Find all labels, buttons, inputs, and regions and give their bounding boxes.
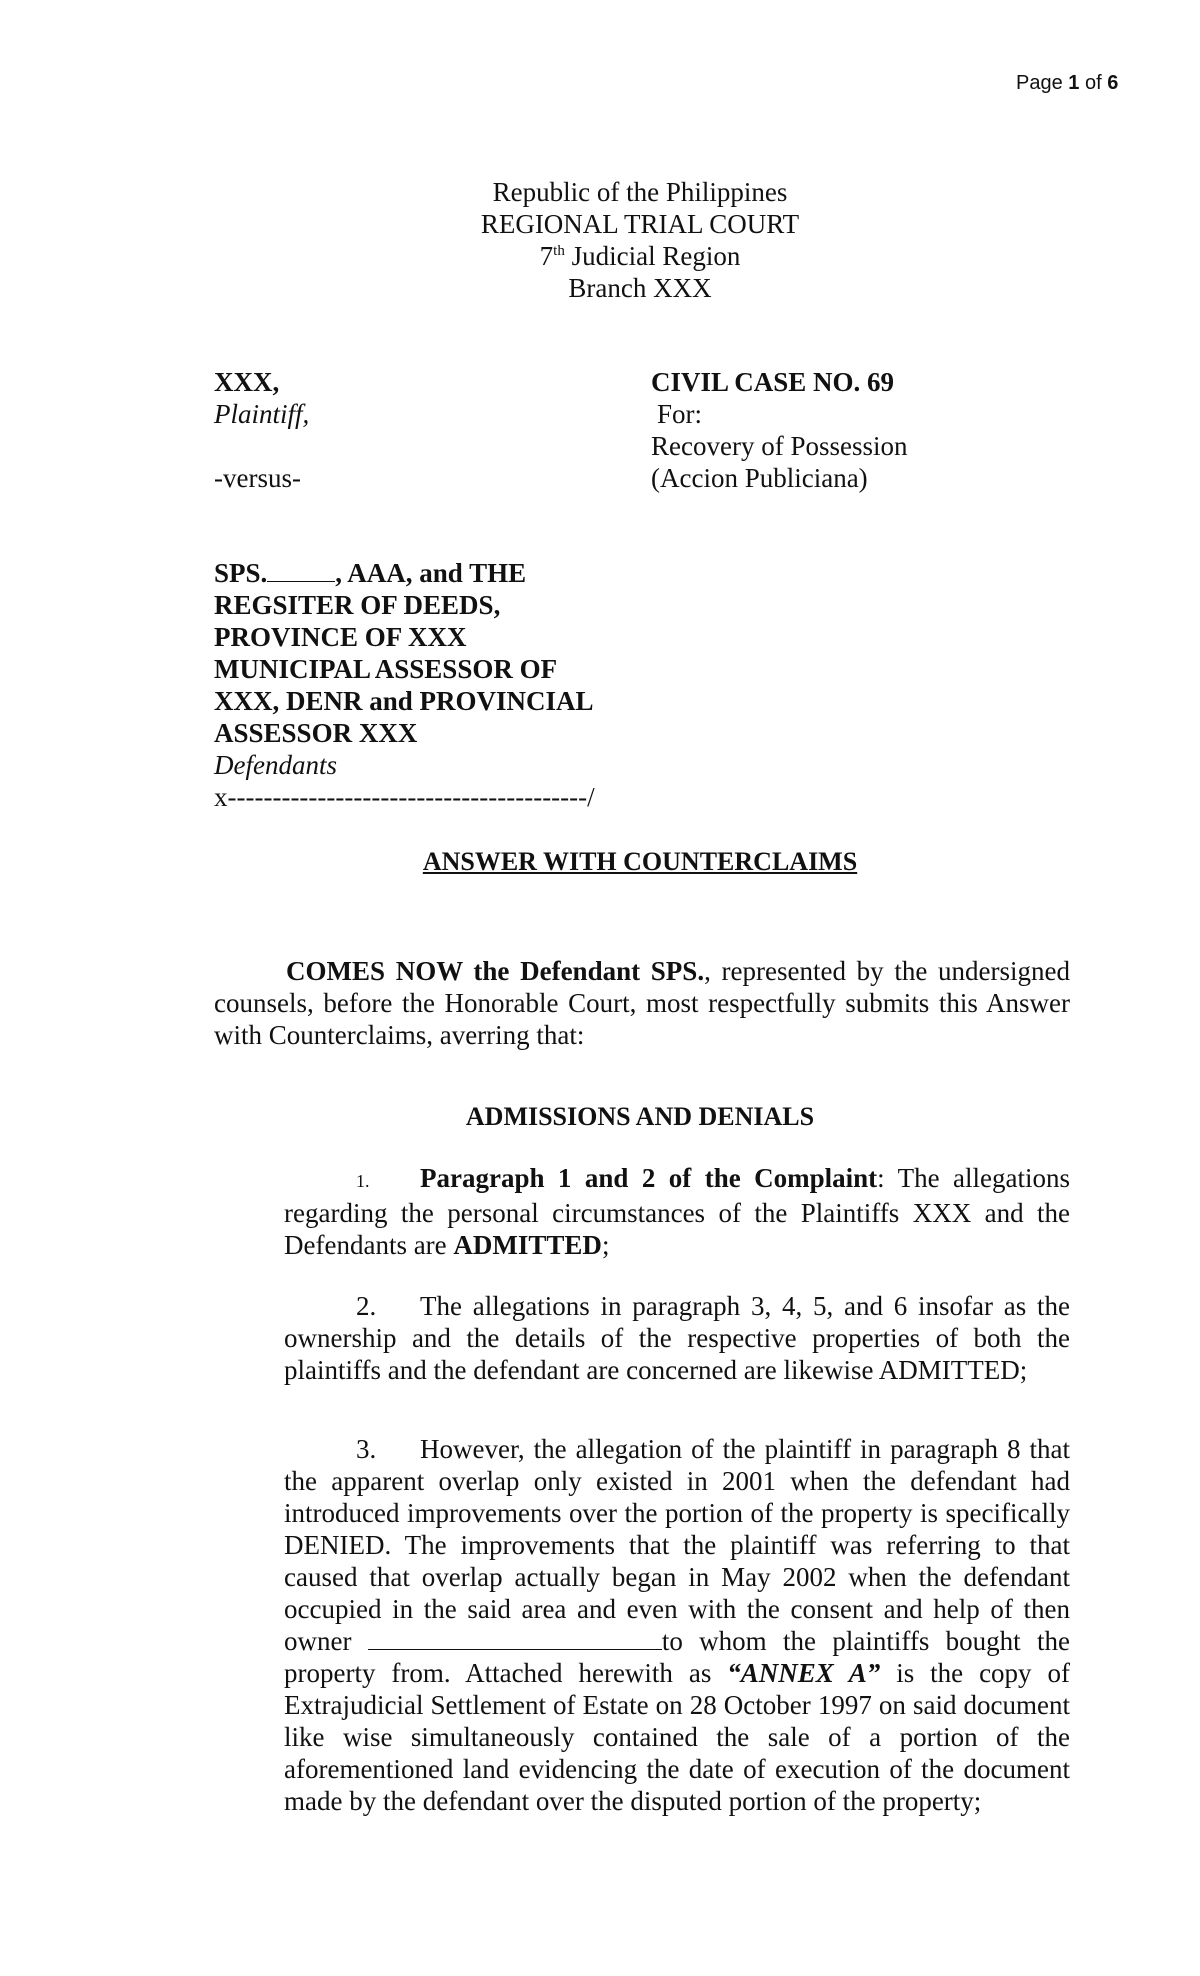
section-heading: ADMISSIONS AND DENIALS: [465, 1102, 815, 1131]
paragraph-1: [284, 1162, 1070, 1261]
plaintiff-role: Plaintiff,: [214, 399, 310, 429]
header-region: [0, 240, 1200, 272]
caption-closing-line: x----------------------------------------/: [214, 782, 595, 812]
paragraph-1-admitted: ADMITTED: [453, 1230, 602, 1260]
intro-rest: , represented by the undersigned counsels, before the Honorable Court, most respectfully submits this Answer with Counterclaims, averring that:: [214, 956, 1070, 1050]
defendants-role: Defendants: [214, 750, 337, 780]
paragraph-2-text: The allegations in paragraph 3, 4, 5, and 6 insofar as the ownership and the details of the respective properties of both the plaintiffs and the defendant are concerned are likewise ADMITTED;: [284, 1291, 1070, 1385]
court-header: [0, 176, 1200, 304]
paragraph-3: [284, 1433, 1070, 1817]
page-total: 6: [1107, 72, 1119, 94]
spacer: [214, 430, 309, 462]
paragraph-2-number: 2.: [356, 1291, 377, 1321]
paragraph-3-text-b: to whom the plaintiffs bought the property from. Attached herewith as: [284, 1626, 1070, 1688]
annex-a-label: “ANNEX A”: [727, 1658, 881, 1688]
defendants-line-4: MUNICIPAL ASSESSOR OF: [214, 654, 558, 684]
owner-name-blank: [368, 1627, 662, 1650]
case-nature-1: Recovery of Possession: [651, 431, 908, 461]
document-title: ANSWER WITH COUNTERCLAIMS: [422, 847, 858, 876]
page-number-label: [1016, 72, 1118, 95]
header-branch: Branch XXX: [568, 273, 712, 303]
versus-label: -versus-: [214, 463, 301, 493]
paragraph-3-number: 3.: [356, 1434, 377, 1464]
caption-defendants-block: [214, 557, 595, 813]
defendants-line-1: [214, 557, 595, 589]
header-court: REGIONAL TRIAL COURT: [480, 209, 800, 239]
page-label-prefix: Page: [1016, 72, 1069, 94]
paragraph-1-text: : The allegations regarding the personal circumstances of the Plaintiffs XXX and the Defendants are: [284, 1163, 1070, 1260]
page-label-sep: of: [1079, 72, 1108, 94]
defendants-aaa: , AAA, and THE: [335, 558, 527, 588]
defendants-line-3: PROVINCE OF XXX: [214, 622, 467, 652]
intro-paragraph: [214, 955, 1070, 1051]
paragraph-1-lead: Paragraph 1 and 2 of the Complaint: [420, 1163, 878, 1193]
header-republic: Republic of the Philippines: [492, 177, 788, 207]
paragraph-1-number: 1.: [356, 1171, 370, 1191]
page-current: 1: [1068, 72, 1080, 94]
region-text: Judicial Region: [564, 241, 741, 271]
paragraph-2: [284, 1290, 1070, 1386]
paragraph-3-text-c: is the copy of Extrajudicial Settlement of Estate on 28 October 1997 on said document like wise simultaneously contained the sale of a portion of the aforementioned land evidencing the date of execution of the document made by the defendant over the disputed portion of the property;: [284, 1658, 1070, 1816]
defendants-sps: SPS.: [214, 558, 268, 588]
intro-bold: COMES NOW the Defendant SPS.: [286, 956, 705, 986]
defendants-line-2: REGSITER OF DEEDS,: [214, 590, 501, 620]
defendants-line-6: ASSESSOR XXX: [214, 718, 418, 748]
caption-plaintiff-block: [214, 366, 309, 494]
region-number: 7: [539, 241, 554, 271]
caption-case-block: [651, 366, 907, 494]
paragraph-1-end: ;: [601, 1230, 610, 1260]
defendants-line-5: XXX, DENR and PROVINCIAL: [214, 686, 594, 716]
plaintiff-name: XXX,: [214, 367, 280, 397]
case-nature-2: (Accion Publiciana): [651, 463, 868, 493]
paragraph-3-text-a: However, the allegation of the plaintiff in paragraph 8 that the apparent overlap only existed in 2001 when the defendant had introduced improvements over the portion of the property is specifically DENIED. The improvements that the plaintiff was referring to that caused that overlap actually began in May 2002 when the defendant occupied in the said area and even with the consent and help of then owner: [284, 1434, 1070, 1656]
region-suffix: th: [553, 243, 565, 259]
for-label: For:: [657, 399, 703, 429]
name-blank: [267, 559, 335, 582]
case-number: CIVIL CASE NO. 69: [651, 367, 895, 397]
